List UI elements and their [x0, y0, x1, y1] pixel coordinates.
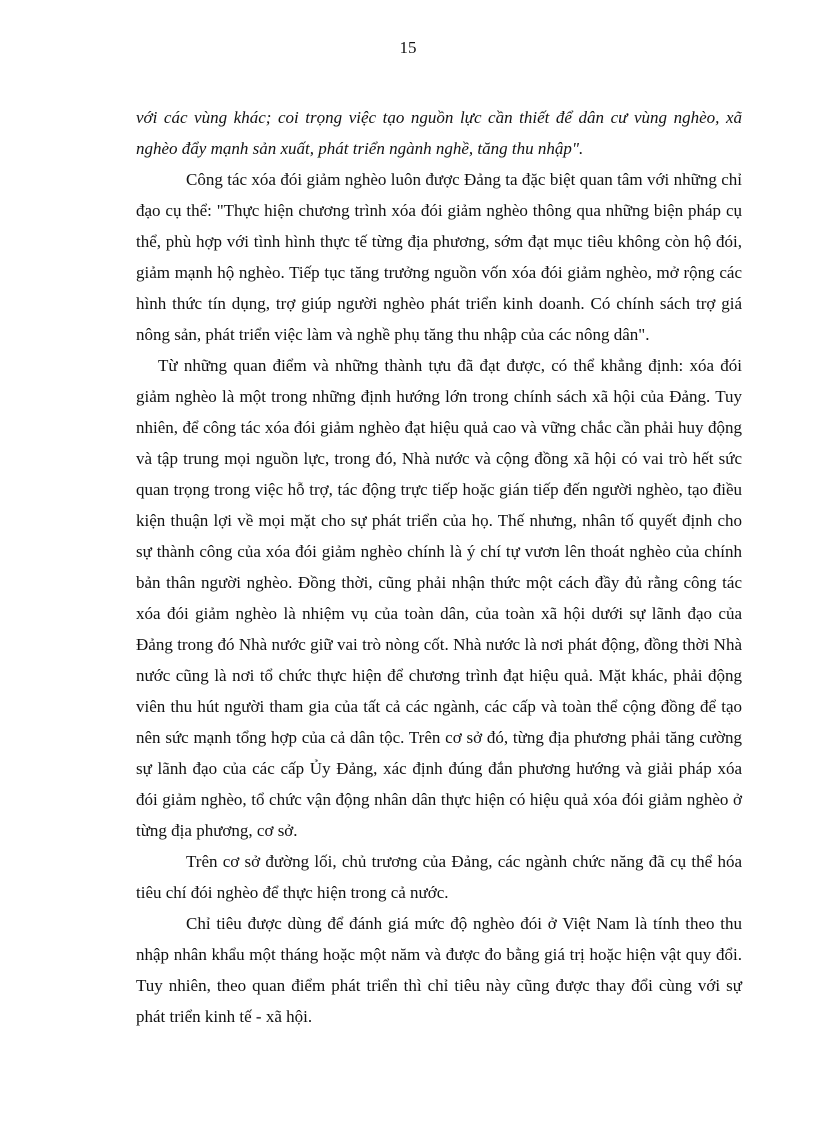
paragraph-continuation: với các vùng khác; coi trọng việc tạo nguồn lực cần thiết để dân cư vùng nghèo, xã nghèo đẩy mạnh sản xuất, phát triển ngành nghề, tăng thu nhập". [136, 108, 742, 158]
document-body [136, 102, 742, 1032]
paragraph-indicator: Chỉ tiêu được dùng để đánh giá mức độ nghèo đói ở Việt Nam là tính theo thu nhập nhân khẩu một tháng hoặc một năm và được đo bằng giá trị hoặc hiện vật quy đổi. Tuy nhiên, theo quan điểm phát triển thì chỉ tiêu này cũng được thay đổi cùng với sự phát triển kinh tế - xã hội. [136, 914, 742, 1026]
page-number: 15 [399, 38, 417, 57]
paragraph-conclusion: Từ những quan điểm và những thành tựu đã đạt được, có thể khẳng định: xóa đói giảm nghèo là một trong những định hướng lớn trong chính sách xã hội của Đảng. Tuy nhiên, để công tác xóa đói giảm nghèo đạt hiệu quả cao và vững chắc cần phải huy động và tập trung mọi nguồn lực, trong đó, Nhà nước và cộng đồng xã hội có vai trò hết sức quan trọng trong việc hỗ trợ, tác động trực tiếp hoặc gián tiếp đến người nghèo, tạo điều kiện thuận lợi về mọi mặt cho sự phát triển của họ. Thế nhưng, nhân tố quyết định cho sự thành công của xóa đói giảm nghèo chính là ý chí tự vươn lên thoát nghèo của chính bản thân người nghèo. Đồng thời, cũng phải nhận thức một cách đầy đủ rằng công tác xóa đói giảm nghèo là nhiệm vụ của toàn dân, của toàn xã hội dưới sự lãnh đạo của Đảng trong đó Nhà nước giữ vai trò nòng cốt. Nhà nước là nơi phát động, đồng thời Nhà nước cũng là nơi tổ chức thực hiện để chương trình đạt hiệu quả. Mặt khác, phải động viên thu hút người tham gia của tất cả các ngành, các cấp và toàn thể cộng đồng để tạo nên sức mạnh tổng hợp của cả dân tộc. Trên cơ sở đó, từng địa phương phải tăng cường sự lãnh đạo của các cấp Ủy Đảng, xác định đúng đắn phương hướng và giải pháp xóa đói giảm nghèo, tổ chức vận động nhân dân thực hiện có hiệu quả xóa đói giảm nghèo ở từng địa phương, cơ sở. [136, 356, 742, 840]
paragraph-party-directive: Công tác xóa đói giảm nghèo luôn được Đảng ta đặc biệt quan tâm với những chỉ đạo cụ thể: "Thực hiện chương trình xóa đói giảm nghèo thông qua những biện pháp cụ thể, phù hợp với tình hình thực tế từng địa phương, sớm đạt mục tiêu không còn hộ đói, giảm mạnh hộ nghèo. Tiếp tục tăng trưởng nguồn vốn xóa đói giảm nghèo, mở rộng các hình thức tín dụng, trợ giúp người nghèo phát triển kinh doanh. Có chính sách trợ giá nông sản, phát triển việc làm và nghề phụ tăng thu nhập của các nông dân". [136, 170, 742, 344]
paragraph-criteria: Trên cơ sở đường lối, chủ trương của Đảng, các ngành chức năng đã cụ thể hóa tiêu chí đói nghèo để thực hiện trong cả nước. [136, 852, 742, 902]
